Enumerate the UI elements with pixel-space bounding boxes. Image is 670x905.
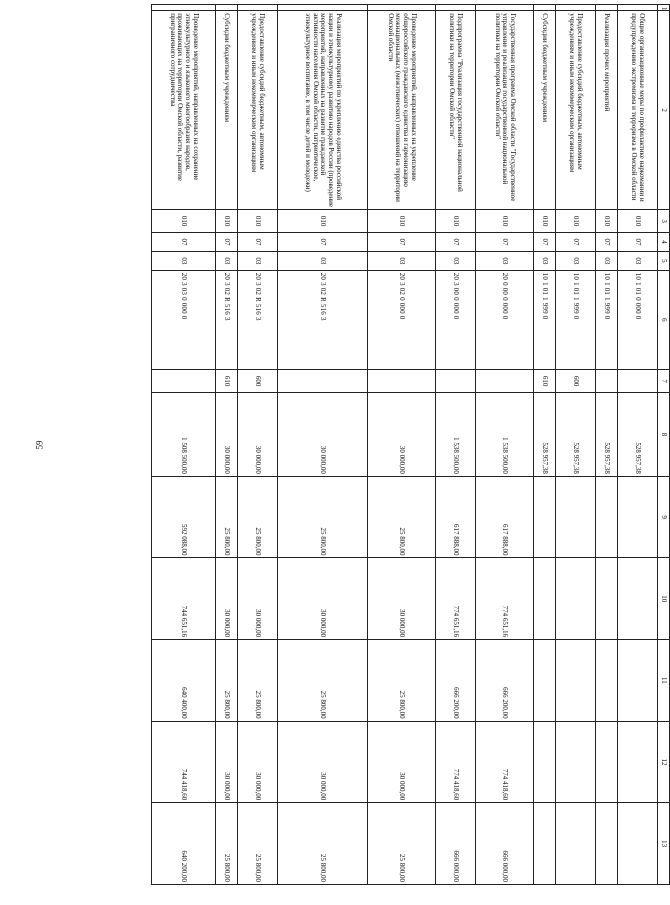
column-number-row — [658, 5, 670, 885]
col-header: 8 — [658, 393, 670, 477]
cell-target-code: 20 3 02 R 516 3 — [216, 270, 238, 369]
cell-target-code: 20 0 00 0 000 0 — [476, 270, 534, 369]
cell-value: 666 000,00 — [436, 803, 476, 885]
cell-admin: 010 — [596, 210, 618, 233]
cell-subsection: 03 — [278, 251, 368, 270]
cell-value — [534, 558, 556, 640]
cell-target-code: 20 3 03 0 000 0 — [152, 270, 216, 369]
cell-section: 07 — [238, 233, 278, 252]
row-name: Предоставление субсидий бюджетным, автономным учреждениям и иным некоммерческим организациям — [556, 11, 596, 210]
cell-value: 25 800,00 — [216, 476, 238, 558]
cell-value: 1 538 500,00 — [476, 393, 534, 477]
col-header: 10 — [658, 558, 670, 640]
cell-value: 1 508 500,00 — [152, 393, 216, 477]
cell-value: 30 000,00 — [368, 558, 436, 640]
cell-target-code: 20 3 02 R 516 3 — [278, 270, 368, 369]
col-header: 12 — [658, 721, 670, 803]
cell-value: 617 888,00 — [436, 476, 476, 558]
cell-value: 30 000,00 — [368, 393, 436, 477]
cell-value: 774 651,16 — [476, 558, 534, 640]
cell-value: 666 000,00 — [476, 803, 534, 885]
cell-section: 07 — [436, 233, 476, 252]
cell-value: 30 000,00 — [216, 721, 238, 803]
cell-value: 592 088,00 — [152, 476, 216, 558]
cell-value: 25 800,00 — [238, 640, 278, 722]
cell-value: 30 000,00 — [278, 393, 368, 477]
cell-section: 07 — [278, 233, 368, 252]
cell-admin: 010 — [618, 210, 658, 233]
cell-admin: 010 — [152, 210, 216, 233]
cell-expense-type — [368, 370, 436, 393]
col-header: 11 — [658, 640, 670, 722]
cell-value — [534, 640, 556, 722]
cell-expense-type: 600 — [238, 370, 278, 393]
cell-admin: 010 — [534, 210, 556, 233]
cell-value — [556, 476, 596, 558]
row-name: Субсидии бюджетным учреждениям — [534, 11, 556, 210]
cell-value: 528 957,38 — [596, 393, 618, 477]
cell-value: 774 418,60 — [476, 721, 534, 803]
cell-subsection: 03 — [216, 251, 238, 270]
cell-value — [618, 558, 658, 640]
cell-admin: 010 — [238, 210, 278, 233]
row-name: Проведение мероприятий, направленных на сохранение этнокультурного и языкового многообразия народов, проживающих на территории Омской области, развитие приграничного сотрудничества — [152, 11, 216, 210]
cell-value: 30 000,00 — [368, 721, 436, 803]
cell-admin: 010 — [476, 210, 534, 233]
cell-value: 25 800,00 — [216, 803, 238, 885]
cell-section: 07 — [534, 233, 556, 252]
col-header: 3 — [658, 210, 670, 233]
cell-value: 744 418,60 — [152, 721, 216, 803]
cell-subsection: 03 — [152, 251, 216, 270]
cell-value: 25 800,00 — [216, 640, 238, 722]
cell-target-code: 20 3 02 R 516 3 — [238, 270, 278, 369]
budget-table — [151, 4, 670, 885]
cell-value: 744 651,16 — [152, 558, 216, 640]
cell-expense-type: 610 — [534, 370, 556, 393]
cell-value: 640 400,00 — [152, 640, 216, 722]
cell-value: 30 000,00 — [216, 393, 238, 477]
table-row — [556, 5, 596, 885]
cell-section: 07 — [596, 233, 618, 252]
cell-target-code: 20 3 00 0 000 0 — [436, 270, 476, 369]
row-name: Общие организационные меры по профилактике наркомании и предупреждению экстремизма и терроризма в Омской области — [618, 11, 658, 210]
cell-admin: 010 — [436, 210, 476, 233]
cell-value — [596, 721, 618, 803]
cell-expense-type — [596, 370, 618, 393]
cell-value: 25 800,00 — [278, 803, 368, 885]
cell-value: 30 000,00 — [278, 558, 368, 640]
cell-target-code: 20 3 02 0 000 0 — [368, 270, 436, 369]
cell-value: 1 538 500,00 — [436, 393, 476, 477]
cell-value: 30 000,00 — [238, 393, 278, 477]
cell-admin: 010 — [368, 210, 436, 233]
table-row — [368, 5, 436, 885]
cell-expense-type — [278, 370, 368, 393]
cell-value: 30 000,00 — [278, 721, 368, 803]
col-header: 13 — [658, 803, 670, 885]
cell-value: 25 800,00 — [238, 476, 278, 558]
cell-value: 25 800,00 — [278, 640, 368, 722]
cell-value — [618, 803, 658, 885]
col-header: 5 — [658, 251, 670, 270]
cell-target-code: 10 1 01 1 999 0 — [534, 270, 556, 369]
cell-subsection: 03 — [534, 251, 556, 270]
cell-section: 07 — [476, 233, 534, 252]
row-name: Реализация мероприятий по укреплению единства российской нации и этнокультурному развитию народов России (проведение мероприятий, направленных на развитие гражданской активности населения Омской области, патриотическое, этнокультурное воспитание, в том числе детей и молодежи) — [278, 11, 368, 210]
cell-value — [596, 476, 618, 558]
cell-subsection: 03 — [436, 251, 476, 270]
cell-section: 07 — [368, 233, 436, 252]
cell-subsection: 03 — [238, 251, 278, 270]
col-header: 1 — [658, 5, 670, 11]
cell-value — [534, 721, 556, 803]
cell-value: 617 888,00 — [476, 476, 534, 558]
cell-value: 25 800,00 — [368, 803, 436, 885]
cell-value — [618, 640, 658, 722]
row-name: Государственная программа Омской области "Государственное управление и реализация государственной национальной политики на территории Омской области" — [476, 11, 534, 210]
cell-expense-type — [476, 370, 534, 393]
row-name: Подпрограмма "Реализация государственной национальной политики на территории Омской области" — [436, 11, 476, 210]
cell-expense-type: 600 — [556, 370, 596, 393]
cell-value — [534, 803, 556, 885]
page-number: 59 — [34, 440, 45, 450]
cell-value: 666 200,00 — [476, 640, 534, 722]
cell-value — [556, 640, 596, 722]
cell-value: 30 000,00 — [238, 558, 278, 640]
cell-value: 666 200,00 — [436, 640, 476, 722]
cell-section: 07 — [556, 233, 596, 252]
col-header: 2 — [658, 11, 670, 210]
cell-value: 30 000,00 — [216, 558, 238, 640]
col-header: 9 — [658, 476, 670, 558]
row-name: Предоставление субсидий бюджетным, автономным учреждениям и иным некоммерческим организациям — [238, 11, 278, 210]
cell-subsection: 03 — [368, 251, 436, 270]
table-row — [596, 5, 618, 885]
cell-admin: 010 — [278, 210, 368, 233]
table-row — [238, 5, 278, 885]
cell-admin: 010 — [216, 210, 238, 233]
cell-section: 07 — [216, 233, 238, 252]
budget-table-rotated — [58, 4, 670, 885]
cell-value: 25 800,00 — [368, 640, 436, 722]
cell-value: 30 000,00 — [238, 721, 278, 803]
cell-value: 774 418,60 — [436, 721, 476, 803]
cell-value — [556, 803, 596, 885]
col-header: 6 — [658, 270, 670, 369]
cell-expense-type — [436, 370, 476, 393]
cell-target-code: 10 1 01 0 000 0 — [618, 270, 658, 369]
table-row — [278, 5, 368, 885]
cell-value: 640 200,00 — [152, 803, 216, 885]
cell-section: 07 — [152, 233, 216, 252]
cell-subsection: 03 — [596, 251, 618, 270]
cell-expense-type: 610 — [216, 370, 238, 393]
table-row — [216, 5, 238, 885]
table-row — [618, 5, 658, 885]
cell-target-code: 10 1 01 1 999 0 — [556, 270, 596, 369]
cell-value — [596, 558, 618, 640]
table-row — [436, 5, 476, 885]
cell-value: 25 800,00 — [238, 803, 278, 885]
cell-value: 25 800,00 — [368, 476, 436, 558]
row-name: Проведение мероприятий, направленных на укрепление общероссийского гражданского единства и гармонизацию межнациональных (межэтнических) отношений на территории Омской области — [368, 11, 436, 210]
col-header: 7 — [658, 370, 670, 393]
table-row — [476, 5, 534, 885]
cell-section: 07 — [618, 233, 658, 252]
cell-subsection: 03 — [476, 251, 534, 270]
table-row — [152, 5, 216, 885]
table-row — [534, 5, 556, 885]
cell-value: 528 957,38 — [556, 393, 596, 477]
cell-value: 528 957,38 — [618, 393, 658, 477]
cell-value — [534, 476, 556, 558]
cell-value — [596, 640, 618, 722]
cell-subsection: 03 — [556, 251, 596, 270]
cell-value — [618, 721, 658, 803]
col-header: 4 — [658, 233, 670, 252]
cell-value — [556, 721, 596, 803]
cell-value: 774 651,16 — [436, 558, 476, 640]
row-name: Субсидии бюджетным учреждениям — [216, 11, 238, 210]
cell-value: 25 800,00 — [278, 476, 368, 558]
cell-admin: 010 — [556, 210, 596, 233]
cell-target-code: 10 1 01 1 999 0 — [596, 270, 618, 369]
cell-value — [596, 803, 618, 885]
cell-value — [556, 558, 596, 640]
cell-subsection: 03 — [618, 251, 658, 270]
row-name: Реализация прочих мероприятий — [596, 11, 618, 210]
cell-value: 528 957,38 — [534, 393, 556, 477]
cell-expense-type — [152, 370, 216, 393]
cell-value — [618, 476, 658, 558]
cell-expense-type — [618, 370, 658, 393]
